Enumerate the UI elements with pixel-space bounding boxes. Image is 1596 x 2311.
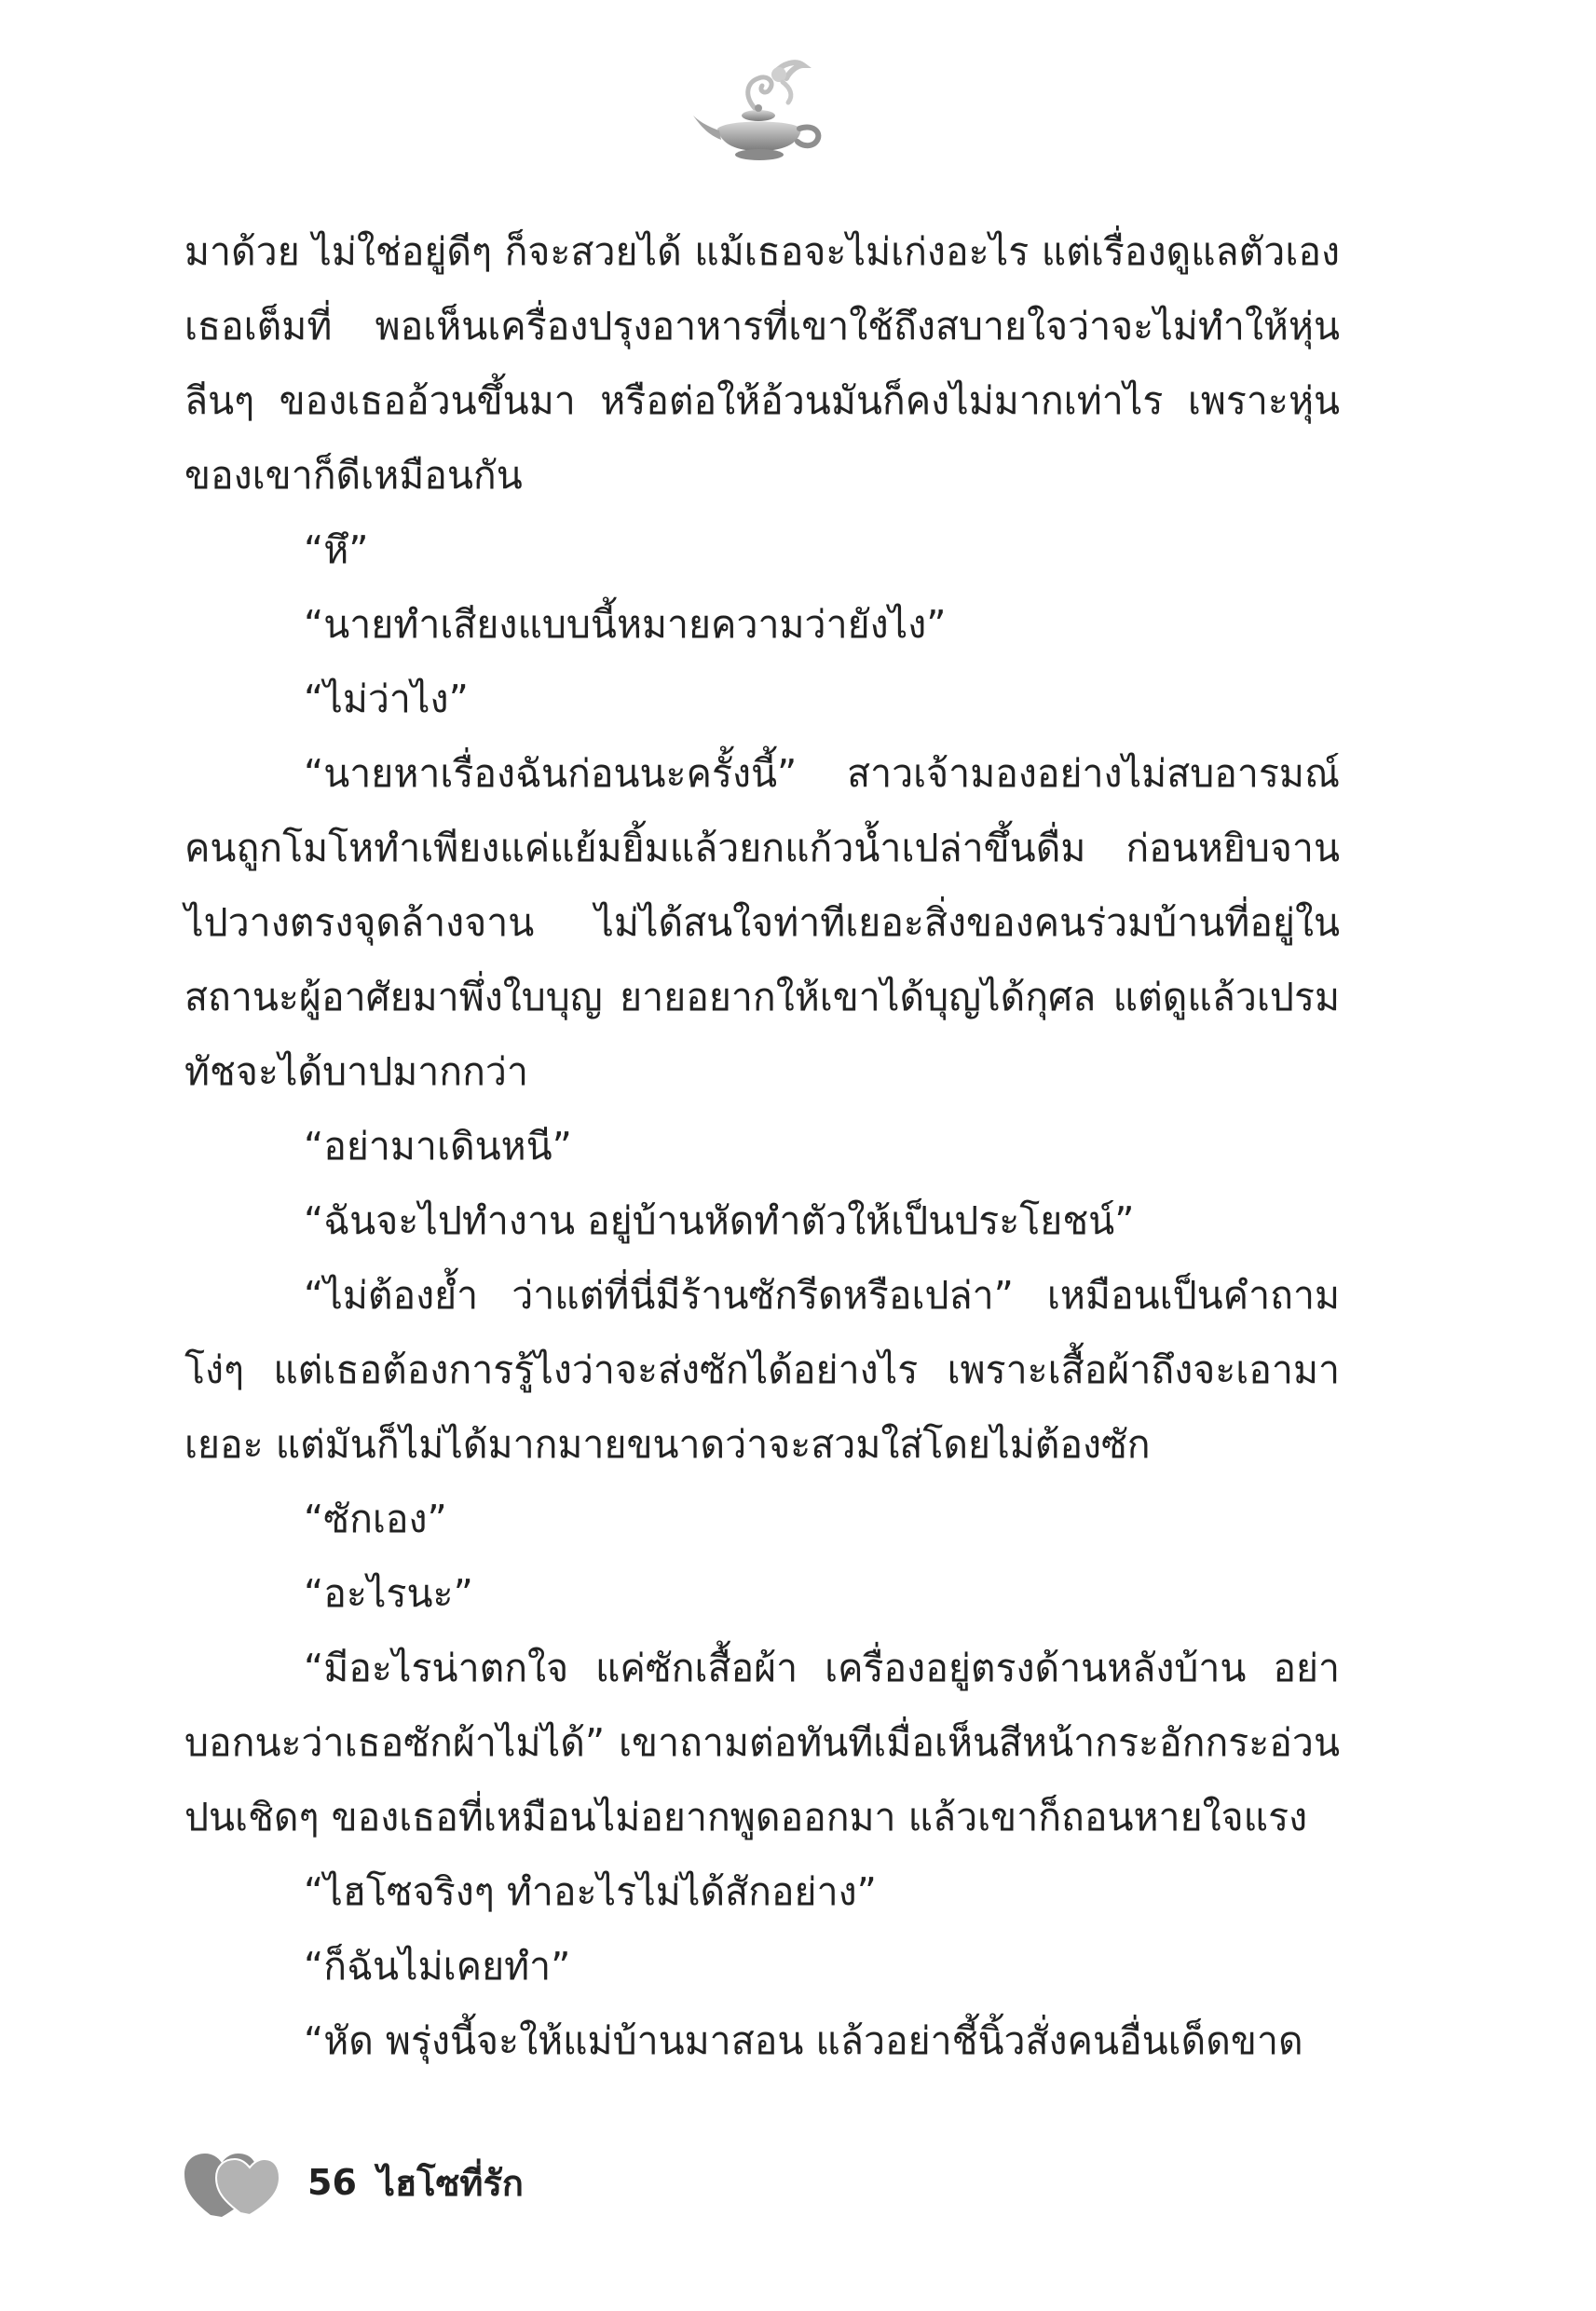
paragraph: “มีอะไรน่าตกใจ แค่ซักเสื้อผ้า เครื่องอยู่ตรงด้านหลังบ้าน อย่าบอกนะว่าเธอซักผ้าไม่ได้” เขาถามต่อทันทีเมื่อเห็นสีหน้ากระอักกระอ่วนปนเชิดๆ ของเธอที่เหมือนไม่อยากพูดออกมา แล้วเขาก็ถอนหายใจแรง bbox=[184, 1646, 1340, 1839]
paragraph: “หึ” bbox=[304, 527, 369, 572]
page-footer bbox=[183, 2145, 524, 2220]
genie-lamp-icon bbox=[689, 54, 829, 166]
paragraph: “หัด พรุ่งนี้จะให้แม่บ้านมาสอน แล้วอย่าชี้นิ้วสั่งคนอื่นเด็ดขาด bbox=[304, 2018, 1303, 2063]
paragraph: “ก็ฉันไม่เคยทำ” bbox=[304, 1944, 571, 1989]
paragraph: “ไฮโซจริงๆ ทำอะไรไม่ได้สักอย่าง” bbox=[304, 1869, 877, 1914]
paragraph: “ซักเอง” bbox=[304, 1497, 447, 1541]
paragraph: “นายหาเรื่องฉันก่อนนะครั้งนี้” สาวเจ้ามองอย่างไม่สบอารมณ์ คนถูกโมโหทำเพียงแค่แย้มยิ้มแล้วยกแก้วน้ำเปล่าขึ้นดื่ม ก่อนหยิบจานไปวางตรงจุดล้างจาน ไม่ได้สนใจท่าทีเยอะสิ่งของคนร่วมบ้านที่อยู่ในสถานะผู้อาศัยมาพึ่งใบบุญ ยายอยากให้เขาได้บุญได้กุศล แต่ดูแล้วเปรมทัชจะได้บาปมากกว่า bbox=[184, 751, 1340, 1094]
paragraph: “อะไรนะ” bbox=[304, 1571, 473, 1616]
book-title: ไฮโซที่รัก bbox=[376, 2162, 524, 2204]
double-heart-icon bbox=[183, 2146, 280, 2219]
paragraph: “นายทำเสียงแบบนี้หมายความว่ายังไง” bbox=[304, 602, 947, 647]
paragraph: “ฉันจะไปทำงาน อยู่บ้านหัดทำตัวให้เป็นประโยชน์” bbox=[304, 1198, 1135, 1243]
paragraph: “ไม่ต้องย้ำ ว่าแต่ที่นี่มีร้านซักรีดหรือเปล่า” เหมือนเป็นคำถามโง่ๆ แต่เธอต้องการรู้ไงว่าจะส่งซักได้อย่างไร เพราะเสื้อผ้าถึงจะเอามาเยอะ แต่มันก็ไม่ได้มากมายขนาดว่าจะสวมใส่โดยไม่ต้องซัก bbox=[184, 1273, 1340, 1467]
body-text bbox=[184, 214, 1340, 2078]
paragraph: “ไม่ว่าไง” bbox=[304, 677, 469, 721]
paragraph: มาด้วย ไม่ใช่อยู่ดีๆ ก็จะสวยได้ แม้เธอจะไม่เก่งอะไร แต่เรื่องดูแลตัวเองเธอเต็มที่ พอเห็นเครื่องปรุงอาหารที่เขาใช้ถึงสบายใจว่าจะไม่ทำให้หุ่นลีนๆ ของเธออ้วนขึ้นมา หรือต่อให้อ้วนมันก็คงไม่มากเท่าไร เพราะหุ่นของเขาก็ดีเหมือนกัน bbox=[184, 229, 1340, 498]
page-number: 56 bbox=[307, 2162, 357, 2203]
paragraph: “อย่ามาเดินหนี” bbox=[304, 1124, 572, 1169]
